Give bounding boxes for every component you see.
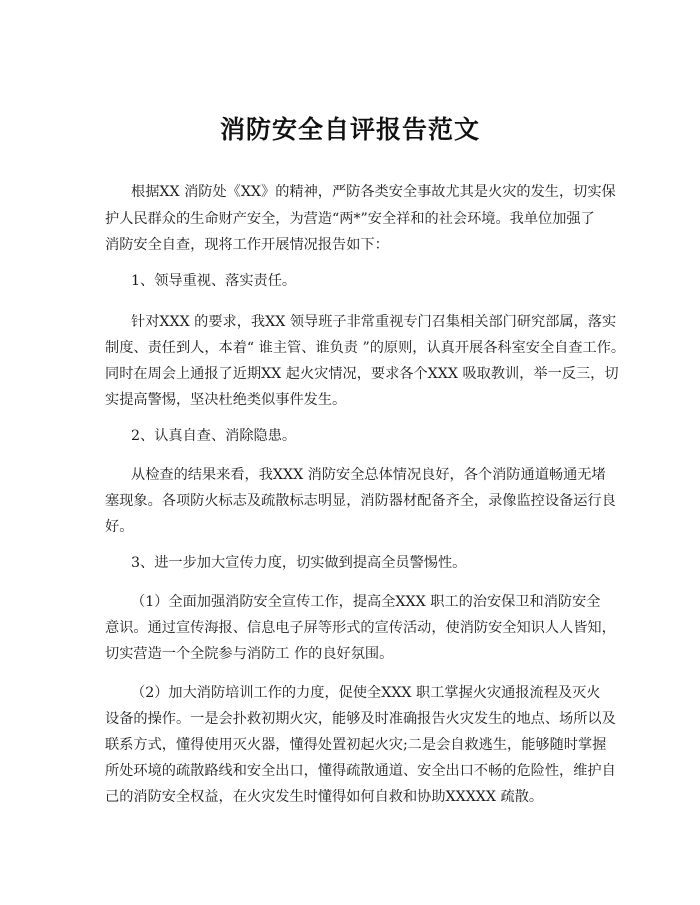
section-heading: 1、领导重视、落实责任。	[131, 273, 297, 289]
paragraph-line: 切实营造一个全院参与消防工 作的良好氛围。	[105, 646, 394, 662]
paragraph-line: 所处环境的疏散路线和安全出口，懂得疏散通道、安全出口不畅的危险性，维护自	[105, 763, 616, 779]
paragraph-line: 塞现象。各项防火标志及疏散标志明显，消防器材配备齐全，录像监控设备运行良	[105, 493, 616, 509]
paragraph-line: 护人民群众的生命财产安全，为营造“两*”安全祥和的社会环境。我单位加强了	[105, 211, 595, 227]
paragraph-line: 意识。通过宣传海报、信息电子屏等形式的宣传活动，使消防安全知识人人皆知，	[105, 620, 616, 636]
paragraph-line: （2）加大消防培训工作的力度，促使全XXX 职工掌握火灾通报流程及灭火	[131, 685, 601, 701]
document-title: 消防安全自评报告范文	[219, 115, 480, 144]
paragraph-line: 己的消防安全权益，在火灾发生时懂得如何自救和协助XXXXX 疏散。	[105, 789, 544, 805]
paragraph-line: 好。	[105, 519, 134, 535]
paragraph-line: 实提高警惕，坚决杜绝类似事件发生。	[105, 392, 347, 408]
paragraph-line: 针对XXX 的要求，我XX 领导班子非常重视专门召集相关部门研究部属，落实	[131, 314, 617, 330]
section-heading: 2、认真自查、消除隐患。	[131, 428, 297, 444]
paragraph-line: 同时在周会上通报了近期XX 起火灾情况，要求各个XXX 吸取教训，举一反三，切	[105, 366, 619, 382]
paragraph-line: 制度、责任到人，本着“ 谁主管、谁负责 ”的原则，认真开展各科室安全自查工作。	[105, 340, 626, 356]
paragraph-line: 消防安全自查，现将工作开展情况报告如下：	[105, 237, 389, 253]
paragraph-line: 联系方式，懂得使用灭火器，懂得处置初起火灾;二是会自救逃生，能够随时掌握	[105, 737, 607, 753]
paragraph-line: 从检查的结果来看，我XXX 消防安全总体情况良好，各个消防通道畅通无堵	[131, 467, 606, 483]
section-heading: 3、进一步加大宣传力度，切实做到提高全员警惕性。	[131, 555, 467, 571]
paragraph-line: （1）全面加强消防安全宣传工作，提高全XXX 职工的治安保卫和消防安全	[131, 594, 601, 610]
paragraph-line: 设备的操作。一是会扑救初期火灾，能够及时准确报告火灾发生的地点、场所以及	[105, 711, 616, 727]
paragraph-line: 根据XX 消防处《XX》的精神，严防各类安全事故尤其是火灾的发生，切实保	[131, 184, 616, 200]
